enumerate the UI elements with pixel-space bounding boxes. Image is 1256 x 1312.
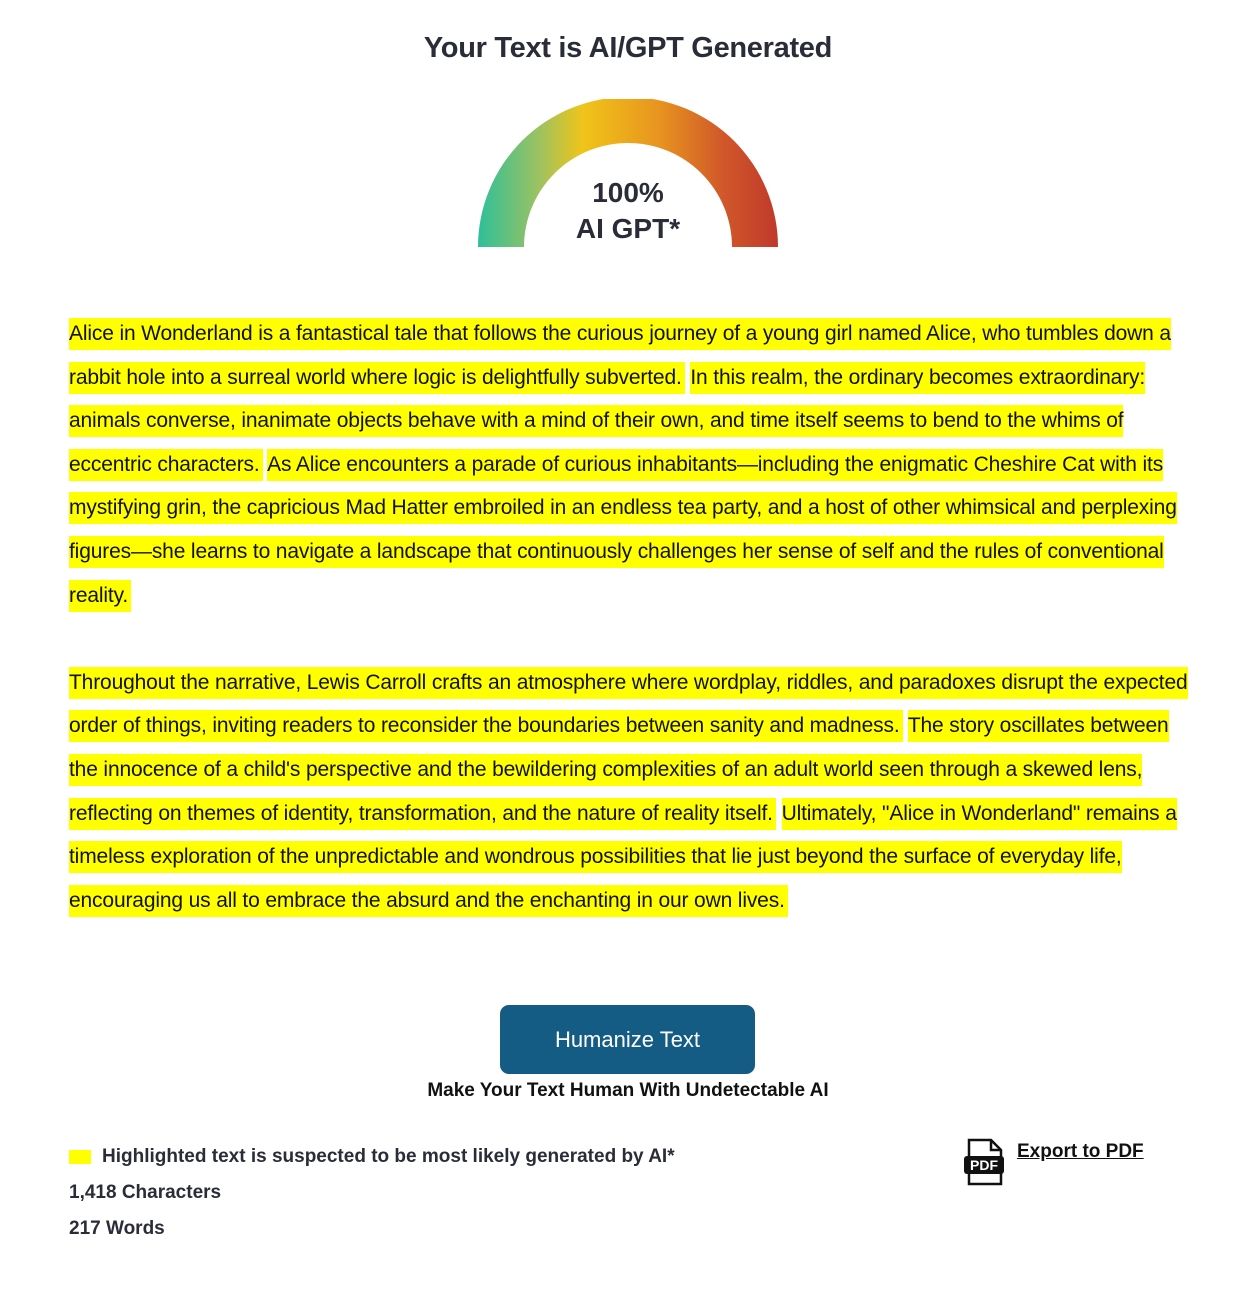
humanize-text-button[interactable]: Humanize Text xyxy=(500,1005,755,1074)
gauge-label: AI GPT* xyxy=(575,213,681,244)
highlighted-sentence: Ultimately, "Alice in Wonderland" remains a timeless exploration of the unpredictable and wondrous possibilities that lie just beyond the surface of everyday life, encouraging us all to embrace the absurd and the enchanting in our own lives. xyxy=(69,798,1177,917)
highlight-swatch xyxy=(69,1150,91,1164)
export-to-pdf-link[interactable]: Export to PDF xyxy=(1017,1141,1144,1162)
gauge-percent: 100% xyxy=(592,177,664,208)
paragraph xyxy=(69,312,1199,617)
pdf-file-icon[interactable] xyxy=(963,1138,1005,1191)
highlighted-sentence: In this realm, the ordinary becomes extraordinary: animals converse, inanimate objects behave with a mind of their own, and time itself seems to bend to the whims of eccentric characters. xyxy=(69,362,1145,481)
highlighted-sentence: The story oscillates between the innocence of a child's perspective and the bewildering complexities of an adult world seen through a skewed lens, reflecting on themes of identity, transformation, and the nature of reality itself. xyxy=(69,710,1169,829)
highlight-legend xyxy=(69,1146,675,1168)
highlighted-sentence: Throughout the narrative, Lewis Carroll crafts an atmosphere where wordplay, riddles, and paradoxes disrupt the expected order of things, inviting readers to reconsider the boundaries between sanity and madness. xyxy=(69,667,1188,743)
export-pdf[interactable] xyxy=(963,1138,1144,1191)
pdf-icon-text: PDF xyxy=(970,1157,998,1173)
analyzed-text xyxy=(69,312,1199,966)
paragraph xyxy=(69,661,1199,923)
character-count: 1,418 Characters xyxy=(69,1182,222,1203)
humanize-subtitle: Make Your Text Human With Undetectable AI xyxy=(427,1080,829,1101)
word-count: 217 Words xyxy=(69,1218,165,1239)
ai-score-gauge xyxy=(478,99,778,247)
highlighted-sentence: As Alice encounters a parade of curious inhabitants—including the enigmatic Cheshire Cat with its mystifying grin, the capricious Mad Hatter embroiled in an endless tea party, and a host of other whimsical and perplexing figures—she learns to navigate a landscape that continuously challenges her sense of self and the rules of conventional reality. xyxy=(69,449,1177,612)
result-title: Your Text is AI/GPT Generated xyxy=(423,32,833,64)
legend-text: Highlighted text is suspected to be most likely generated by AI* xyxy=(102,1146,675,1167)
highlighted-sentence: Alice in Wonderland is a fantastical tale that follows the curious journey of a young girl named Alice, who tumbles down a rabbit hole into a surreal world where logic is delightfully subverted. xyxy=(69,318,1171,394)
